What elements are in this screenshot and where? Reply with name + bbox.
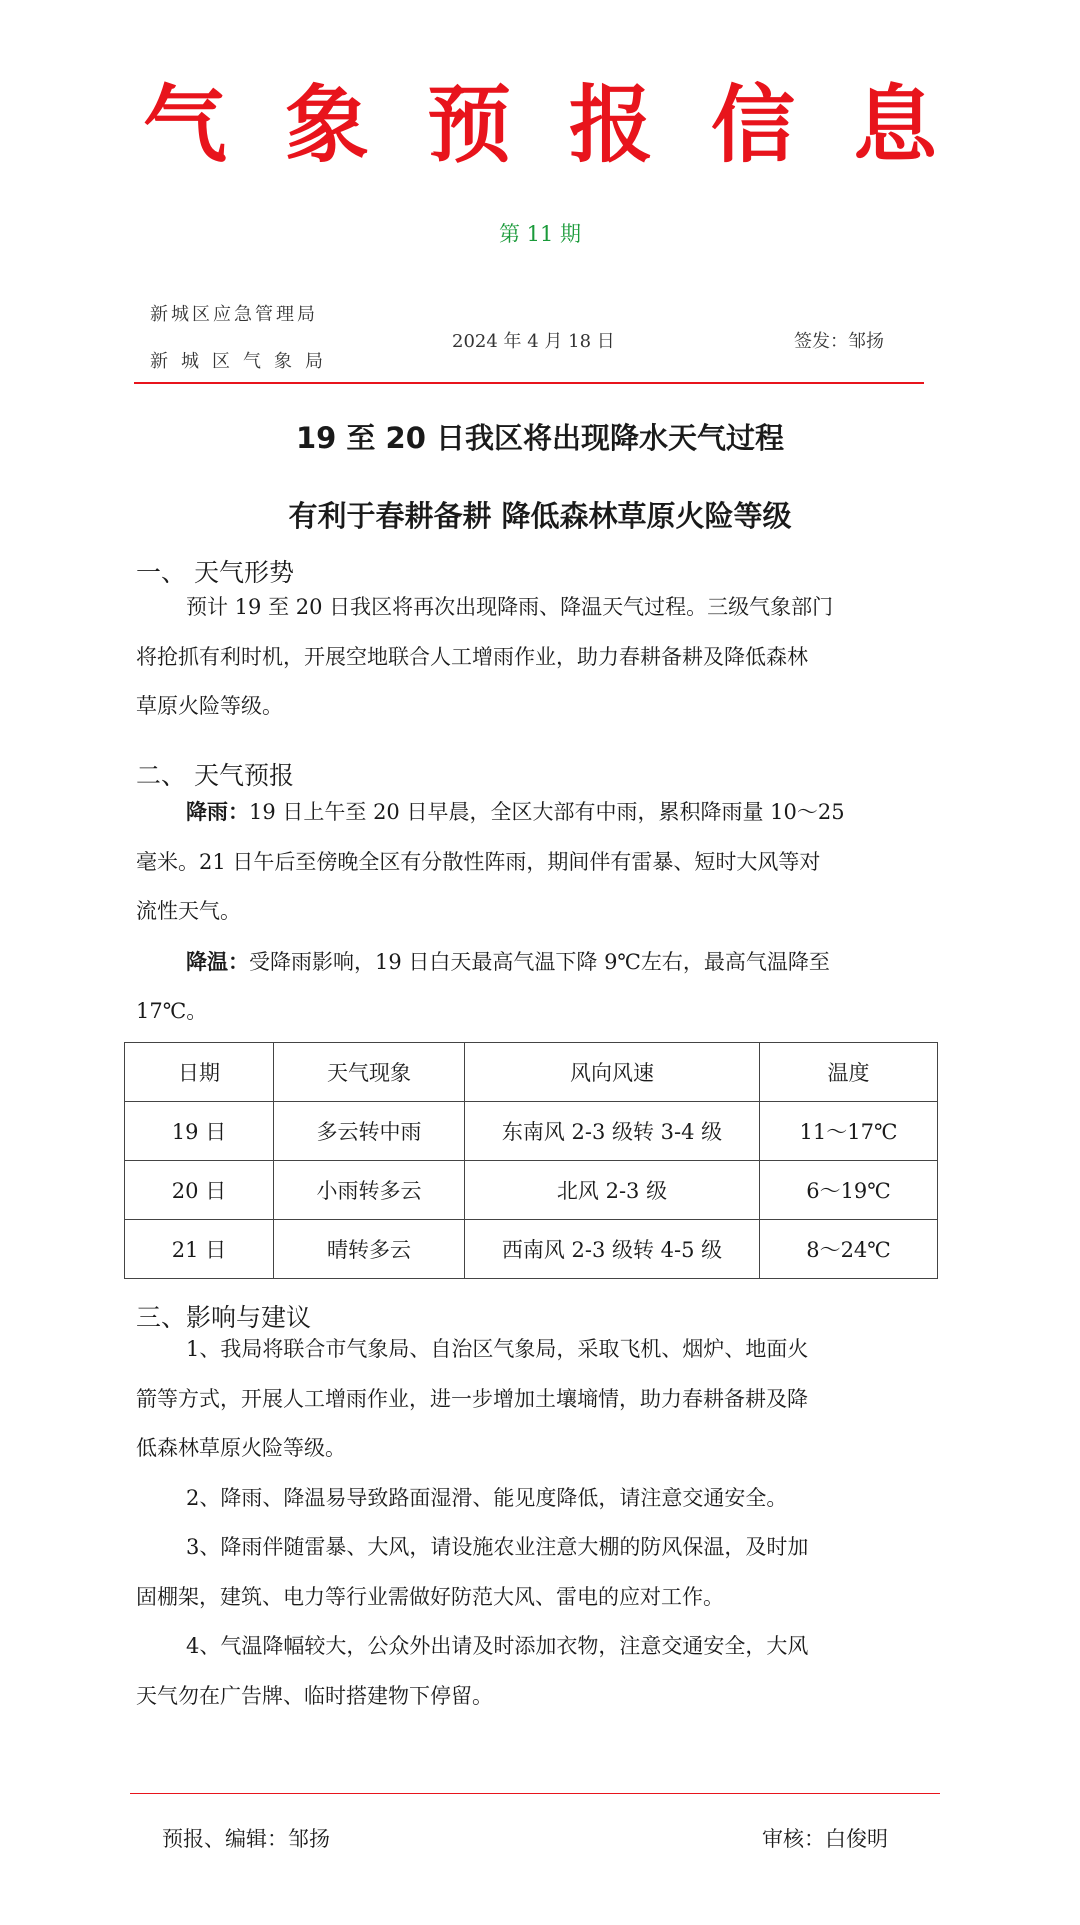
section-1-heading: 一、 天气形势 [136, 558, 294, 587]
paragraph-line: 2、降雨、降温易导致路面湿滑、能见度降低，请注意交通安全。 [186, 1485, 788, 1510]
cell-wind: 西南风 2-3 级转 4-5 级 [465, 1220, 760, 1279]
footer-editor: 预报、编辑：邹扬 [162, 1827, 330, 1851]
paragraph-line: 4、气温降幅较大，公众外出请及时添加衣物，注意交通安全，大风 [186, 1634, 809, 1658]
paragraph-line: 3、降雨伴随雷暴、大风，请设施农业注意大棚的防风保温，及时加 [186, 1535, 809, 1559]
org-emergency-bureau: 新城区应急管理局 [150, 304, 318, 325]
footer-rule [130, 1793, 940, 1794]
paragraph-line: 降温：受降雨影响，19 日白天最高气温下降 9℃左右，最高气温降至 [186, 948, 830, 974]
section-3-heading: 三、影响与建议 [136, 1303, 312, 1332]
col-header-weather: 天气现象 [274, 1043, 465, 1102]
rain-label: 降雨： [186, 799, 249, 824]
paragraph-line: 草原火险等级。 [136, 694, 283, 718]
paragraph-line: 毫米。21 日午后至傍晚全区有分散性阵雨，期间伴有雷暴、短时大风等对 [136, 849, 821, 874]
cell-temperature: 11～17℃ [760, 1102, 938, 1161]
issue-date: 2024 年 4 月 18 日 [452, 331, 615, 352]
org-weather-bureau: 新城区气象局 [150, 351, 336, 372]
paragraph-line: 流性天气。 [136, 899, 241, 923]
paragraph-line: 17℃。 [136, 999, 208, 1023]
paragraph-line: 预计 19 至 20 日我区将再次出现降雨、降温天气过程。三级气象部门 [186, 595, 834, 619]
col-header-wind: 风向风速 [465, 1043, 760, 1102]
col-header-temperature: 温度 [760, 1043, 938, 1102]
signer: 签发：邹扬 [794, 331, 884, 352]
table-row [125, 1220, 938, 1279]
header-rule [134, 382, 924, 384]
paragraph-line: 降雨：19 日上午至 20 日早晨，全区大部有中雨，累积降雨量 10～25 [186, 799, 845, 824]
paragraph-line: 将抢抓有利时机，开展空地联合人工增雨作业，助力春耕备耕及降低森林 [136, 644, 808, 669]
temp-label: 降温： [186, 948, 249, 974]
cell-wind: 东南风 2-3 级转 3-4 级 [465, 1102, 760, 1161]
cell-date: 21 日 [125, 1220, 274, 1279]
cell-temperature: 8～24℃ [760, 1220, 938, 1279]
cell-date: 19 日 [125, 1102, 274, 1161]
section-3-body [136, 1325, 948, 1721]
cell-temperature: 6～19℃ [760, 1161, 938, 1220]
cell-date: 20 日 [125, 1161, 274, 1220]
cell-weather: 多云转中雨 [274, 1102, 465, 1161]
cell-weather: 晴转多云 [274, 1220, 465, 1279]
section-1-body [136, 583, 948, 732]
section-2-heading: 二、 天气预报 [136, 761, 294, 790]
headline-line-1: 19 至 20 日我区将出现降水天气过程 [295, 421, 784, 455]
paragraph-line: 低森林草原火险等级。 [136, 1436, 346, 1460]
headline-line-2: 有利于春耕备耕 降低森林草原火险等级 [288, 499, 792, 533]
table-row [125, 1102, 938, 1161]
table-header-row [125, 1043, 938, 1102]
section-2-body [136, 787, 948, 1037]
issue-number: 第 11 期 [498, 222, 582, 246]
col-header-date: 日期 [125, 1043, 274, 1102]
paragraph-line: 1、我局将联合市气象局、自治区气象局，采取飞机、烟炉、地面火 [186, 1337, 809, 1361]
masthead-title: 气象预报信息 [142, 75, 995, 174]
table-row [125, 1161, 938, 1220]
cell-weather: 小雨转多云 [274, 1161, 465, 1220]
paragraph-line: 固棚架，建筑、电力等行业需做好防范大风、雷电的应对工作。 [136, 1584, 724, 1609]
footer-reviewer: 审核：白俊明 [762, 1827, 888, 1851]
paragraph-line: 箭等方式，开展人工增雨作业，进一步增加土壤墒情，助力春耕备耕及降 [136, 1386, 808, 1411]
paragraph-line: 天气勿在广告牌、临时搭建物下停留。 [136, 1683, 493, 1708]
cell-wind: 北风 2-3 级 [465, 1161, 760, 1220]
forecast-table [124, 1042, 938, 1279]
